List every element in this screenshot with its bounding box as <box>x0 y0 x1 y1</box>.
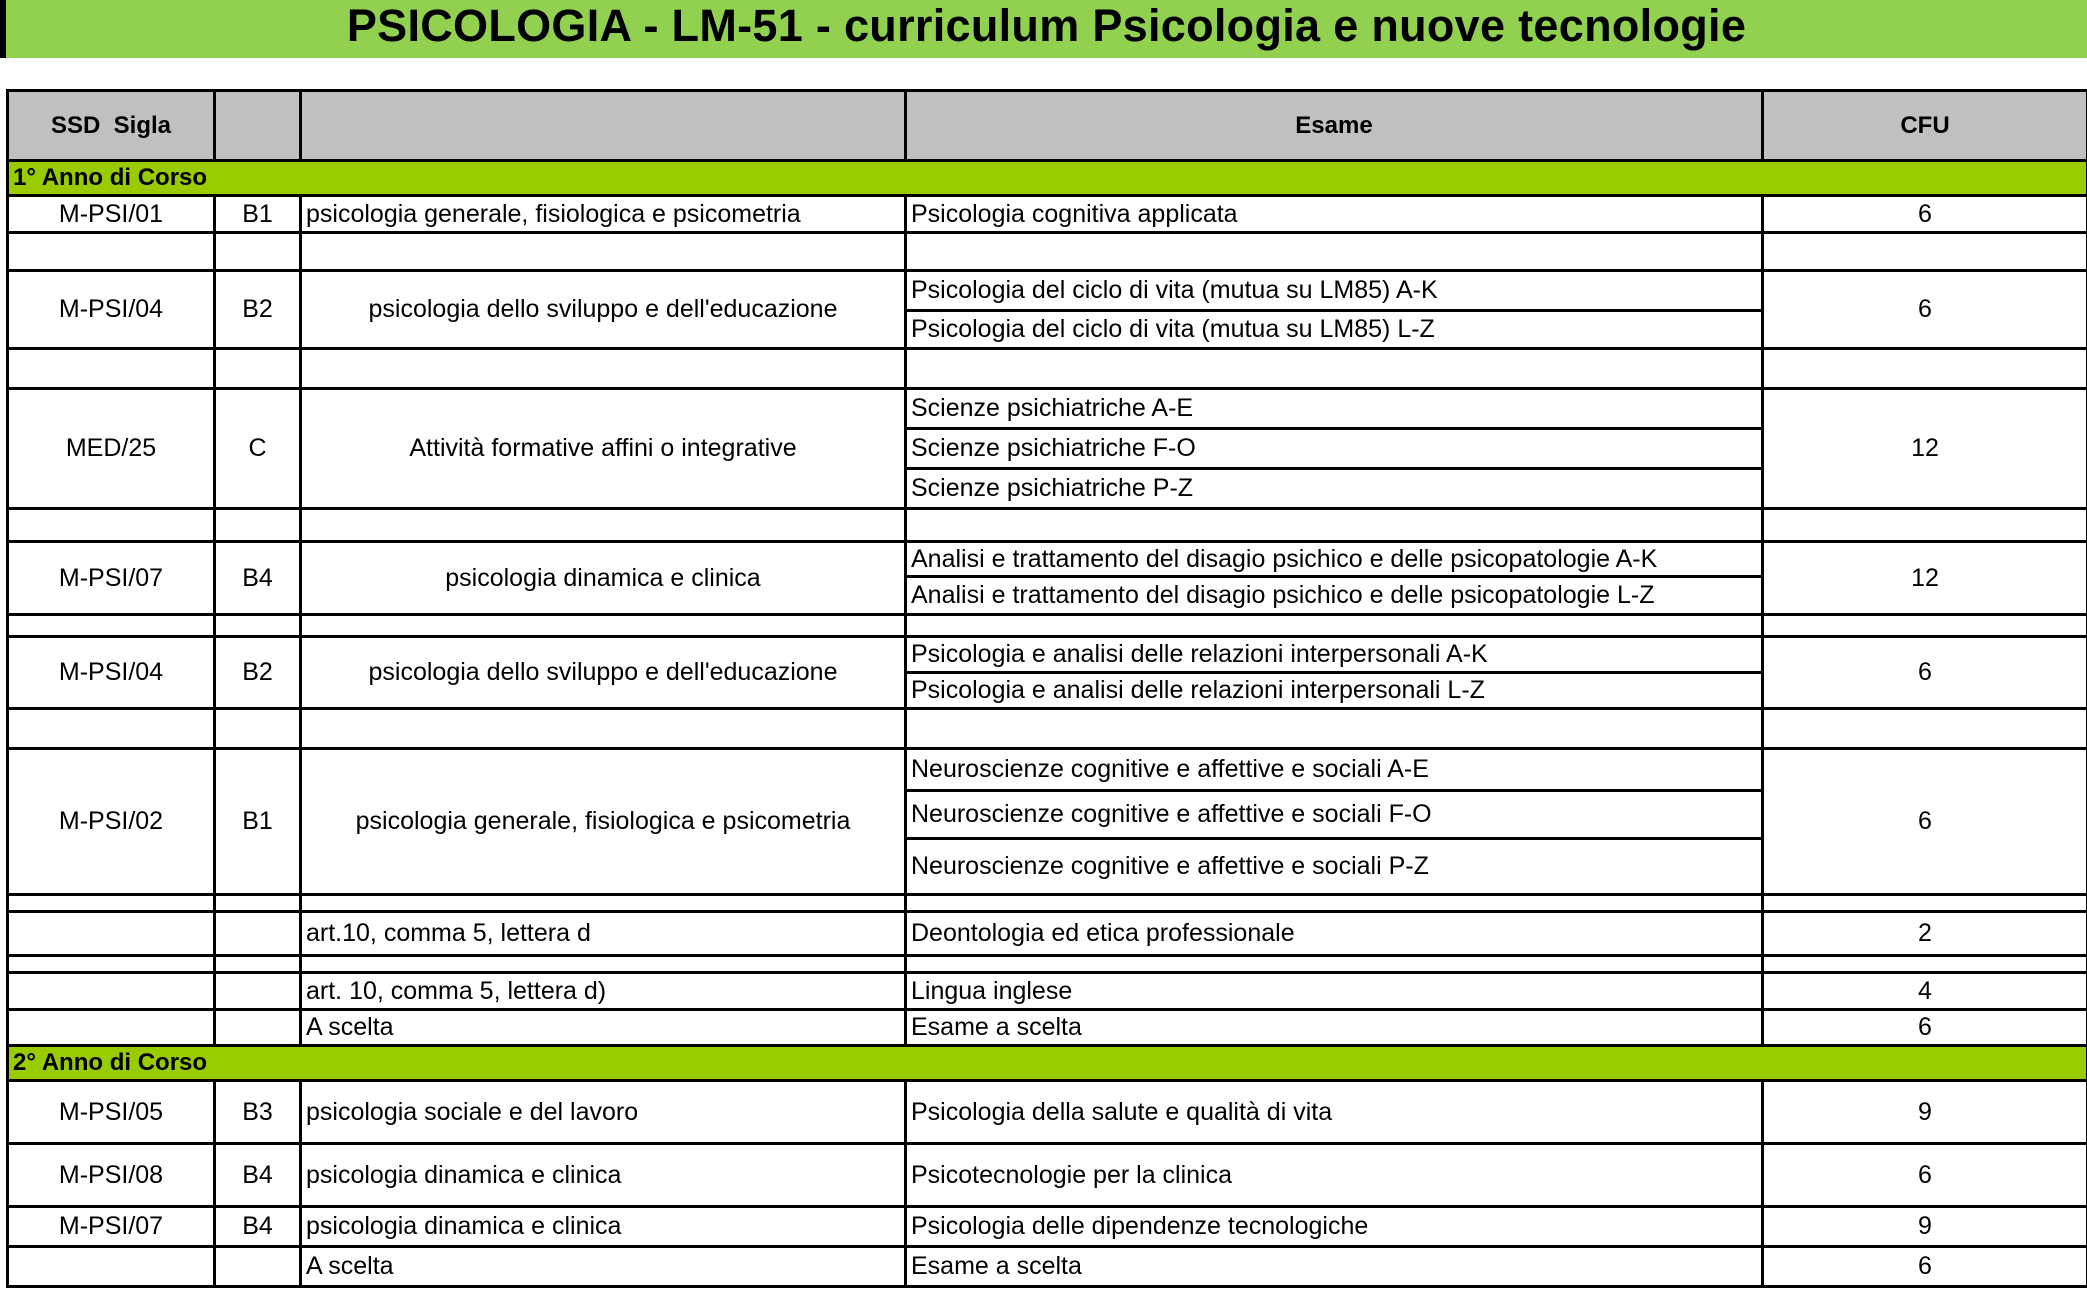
header-cfu: CFU <box>1763 91 2087 161</box>
ambito-cell: art.10, comma 5, lettera d <box>301 912 906 956</box>
sigla-cell <box>215 973 301 1010</box>
cfu-cell: 9 <box>1763 1207 2087 1247</box>
ambito-cell: Attività formative affini o integrative <box>301 389 906 509</box>
table-row <box>8 1207 2087 1247</box>
cfu-cell: 6 <box>1763 1247 2087 1287</box>
ssd-cell: M-PSI/04 <box>8 637 215 709</box>
cfu-cell: 9 <box>1763 1081 2087 1144</box>
ambito-cell: A scelta <box>301 1247 906 1287</box>
table-row <box>8 1247 2087 1287</box>
sigla-cell <box>215 1247 301 1287</box>
ambito-cell: art. 10, comma 5, lettera d) <box>301 973 906 1010</box>
table-header-row <box>8 91 2087 161</box>
ambito-cell: psicologia dinamica e clinica <box>301 1144 906 1207</box>
table-row <box>8 1081 2087 1144</box>
ambito-cell: A scelta <box>301 1010 906 1046</box>
ambito-cell: psicologia dello sviluppo e dell'educazione <box>301 637 906 709</box>
sigla-cell <box>215 912 301 956</box>
cfu-cell: 6 <box>1763 1010 2087 1046</box>
ssd-cell: M-PSI/07 <box>8 542 215 615</box>
page-title: PSICOLOGIA - LM-51 - curriculum Psicologia e nuove tecnologie <box>346 0 1747 51</box>
year-row <box>8 1046 2087 1081</box>
ssd-cell <box>8 912 215 956</box>
esame-cell: Psicologia delle dipendenze tecnologiche <box>906 1207 1763 1247</box>
cfu-cell: 12 <box>1763 389 2087 509</box>
spacer-row <box>8 349 2087 389</box>
sigla-cell: B2 <box>215 271 301 349</box>
cfu-cell: 6 <box>1763 196 2087 233</box>
table-row <box>8 1010 2087 1046</box>
sigla-cell: B4 <box>215 1144 301 1207</box>
esame-cell: Psicologia del ciclo di vita (mutua su LM85) A-K <box>906 271 1763 311</box>
esame-cell: Neuroscienze cognitive e affettive e sociali P-Z <box>906 839 1763 895</box>
esame-cell: Psicologia della salute e qualità di vita <box>906 1081 1763 1144</box>
year-label: 1° Anno di Corso <box>8 161 2087 196</box>
table-row <box>8 637 2087 673</box>
esame-cell: Neuroscienze cognitive e affettive e sociali A-E <box>906 749 1763 791</box>
ssd-cell: M-PSI/08 <box>8 1144 215 1207</box>
esame-cell: Lingua inglese <box>906 973 1763 1010</box>
sigla-cell: B3 <box>215 1081 301 1144</box>
table-row <box>8 749 2087 791</box>
ambito-cell: psicologia generale, fisiologica e psicometria <box>301 749 906 895</box>
esame-cell: Psicotecnologie per la clinica <box>906 1144 1763 1207</box>
esame-cell: Esame a scelta <box>906 1247 1763 1287</box>
esame-cell: Psicologia del ciclo di vita (mutua su LM85) L-Z <box>906 311 1763 349</box>
header-blank <box>215 91 301 161</box>
sigla-cell <box>215 1010 301 1046</box>
esame-cell: Scienze psichiatriche P-Z <box>906 469 1763 509</box>
ssd-cell: M-PSI/05 <box>8 1081 215 1144</box>
table-row <box>8 389 2087 429</box>
curriculum-table <box>6 89 2087 1288</box>
esame-cell: Esame a scelta <box>906 1010 1763 1046</box>
spacer-row <box>8 233 2087 271</box>
sigla-cell: B2 <box>215 637 301 709</box>
header-blank <box>301 91 906 161</box>
esame-cell: Neuroscienze cognitive e affettive e sociali F-O <box>906 791 1763 839</box>
esame-cell: Deontologia ed etica professionale <box>906 912 1763 956</box>
spacer-row <box>8 509 2087 542</box>
ssd-cell: M-PSI/01 <box>8 196 215 233</box>
spacer-row <box>8 956 2087 973</box>
table-row <box>8 973 2087 1010</box>
title-bar <box>0 0 2087 58</box>
year-row <box>8 161 2087 196</box>
esame-cell: Scienze psichiatriche A-E <box>906 389 1763 429</box>
esame-cell: Psicologia cognitiva applicata <box>906 196 1763 233</box>
table-row <box>8 912 2087 956</box>
ssd-cell: MED/25 <box>8 389 215 509</box>
ssd-cell <box>8 1247 215 1287</box>
ambito-cell: psicologia dello sviluppo e dell'educazione <box>301 271 906 349</box>
sigla-cell: B4 <box>215 542 301 615</box>
cfu-cell: 4 <box>1763 973 2087 1010</box>
sigla-cell: B1 <box>215 749 301 895</box>
cfu-cell: 6 <box>1763 1144 2087 1207</box>
ssd-cell: M-PSI/04 <box>8 271 215 349</box>
esame-cell: Psicologia e analisi delle relazioni interpersonali L-Z <box>906 673 1763 709</box>
ambito-cell: psicologia generale, fisiologica e psicometria <box>301 196 906 233</box>
spacer-row <box>8 895 2087 912</box>
ambito-cell: psicologia sociale e del lavoro <box>301 1081 906 1144</box>
sigla-cell: B1 <box>215 196 301 233</box>
ssd-cell: M-PSI/07 <box>8 1207 215 1247</box>
table-row <box>8 1144 2087 1207</box>
sigla-cell: B4 <box>215 1207 301 1247</box>
table-row <box>8 542 2087 577</box>
esame-cell: Psicologia e analisi delle relazioni interpersonali A-K <box>906 637 1763 673</box>
esame-cell: Analisi e trattamento del disagio psichico e delle psicopatologie L-Z <box>906 577 1763 615</box>
table-row <box>8 196 2087 233</box>
ssd-cell <box>8 1010 215 1046</box>
ambito-cell: psicologia dinamica e clinica <box>301 542 906 615</box>
esame-cell: Scienze psichiatriche F-O <box>906 429 1763 469</box>
cfu-cell: 2 <box>1763 912 2087 956</box>
sigla-cell: C <box>215 389 301 509</box>
cfu-cell: 6 <box>1763 271 2087 349</box>
esame-cell: Analisi e trattamento del disagio psichico e delle psicopatologie A-K <box>906 542 1763 577</box>
spacer-row <box>8 615 2087 637</box>
cfu-cell: 6 <box>1763 637 2087 709</box>
header-ssd-sigla: SSD Sigla <box>8 91 215 161</box>
ssd-cell <box>8 973 215 1010</box>
year-label: 2° Anno di Corso <box>8 1046 2087 1081</box>
spacer-row <box>8 709 2087 749</box>
ssd-cell: M-PSI/02 <box>8 749 215 895</box>
ambito-cell: psicologia dinamica e clinica <box>301 1207 906 1247</box>
cfu-cell: 12 <box>1763 542 2087 615</box>
table-row <box>8 271 2087 311</box>
cfu-cell: 6 <box>1763 749 2087 895</box>
header-esame: Esame <box>906 91 1763 161</box>
